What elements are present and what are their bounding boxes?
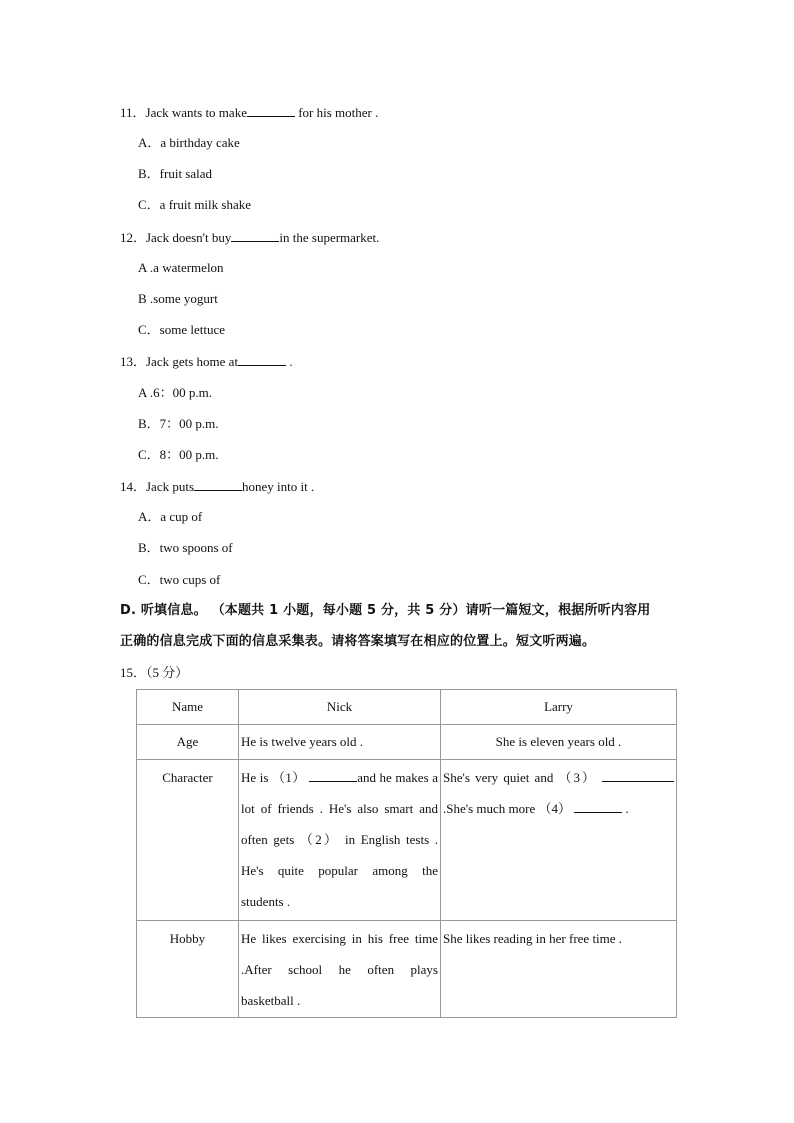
option-14-c: C．two cups of	[138, 572, 221, 587]
nick-hobby: He likes exercising in his free time .After school he often plays basketball .	[239, 921, 441, 1018]
option-14-b: B．two spoons of	[138, 540, 233, 555]
question-stem-text: 14．Jack puts	[120, 479, 195, 494]
option-13-a: A .6：00 p.m.	[138, 385, 213, 400]
character-text: and he makes a lot of friends . He's also smart and often gets （2） in English tests . He's quite popular among the students .	[241, 770, 439, 909]
question-stem-text: 12．Jack doesn't buy	[120, 230, 232, 245]
answer-blank[interactable]	[231, 229, 279, 242]
question-stem-text: 11．Jack wants to make	[120, 105, 247, 120]
row-label-hobby: Hobby	[137, 921, 239, 1018]
answer-blank[interactable]	[194, 478, 242, 491]
table-row-hobby	[137, 921, 677, 1018]
larry-character	[441, 760, 677, 921]
question-stem-text: for his mother .	[294, 105, 379, 120]
answer-blank[interactable]	[247, 104, 295, 117]
info-collection-table	[136, 689, 677, 1018]
question-stem-text: in the supermarket.	[279, 230, 380, 245]
answer-blank[interactable]	[238, 353, 286, 366]
question-11-stem	[120, 104, 378, 121]
section-d-instructions-line-2: 正确的信息完成下面的信息采集表。请将答案填写在相应的位置上。短文听两遍。	[120, 634, 596, 649]
option-11-a: A．a birthday cake	[138, 135, 240, 150]
nick-age: He is twelve years old .	[239, 725, 441, 760]
option-14-a: A．a cup of	[138, 509, 203, 524]
question-stem-text: 13．Jack gets home at	[120, 354, 239, 369]
row-label-character: Character	[137, 760, 239, 921]
option-12-c: C．some lettuce	[138, 322, 226, 337]
table-row-character	[137, 760, 677, 921]
character-text: .She's much more （4）	[443, 801, 571, 816]
answer-blank-4[interactable]	[574, 800, 622, 813]
question-13-stem	[120, 353, 293, 370]
nick-character	[239, 760, 441, 921]
header-nick: Nick	[239, 690, 441, 725]
table-row-age	[137, 725, 677, 760]
option-13-b: B．7：00 p.m.	[138, 416, 219, 431]
question-12-stem	[120, 229, 379, 246]
option-12-a: A .a watermelon	[138, 260, 224, 275]
section-d-instructions-line-1: D. 听填信息。 （本题共 1 小题，每小题 5 分，共 5 分）请听一篇短文，根据所听内容用	[120, 603, 651, 618]
header-name: Name	[137, 690, 239, 725]
larry-age: She is eleven years old .	[441, 725, 677, 760]
table-header-row	[137, 690, 677, 725]
character-text: She's very quiet and （3）	[443, 770, 597, 785]
answer-blank-3[interactable]	[602, 769, 674, 782]
character-text: .	[622, 801, 629, 816]
answer-blank-1[interactable]	[309, 769, 357, 782]
question-14-stem	[120, 478, 314, 495]
question-stem-text: honey into it .	[242, 479, 315, 494]
character-text: He is （1）	[241, 770, 306, 785]
row-label-age: Age	[137, 725, 239, 760]
option-11-c: C．a fruit milk shake	[138, 197, 252, 212]
question-stem-text: .	[286, 354, 293, 369]
question-15-label: 15．（5 分）	[120, 665, 189, 680]
option-13-c: C．8：00 p.m.	[138, 447, 219, 462]
header-larry: Larry	[441, 690, 677, 725]
option-12-b: B .some yogurt	[138, 291, 218, 306]
option-11-b: B．fruit salad	[138, 166, 213, 181]
larry-hobby: She likes reading in her free time .	[441, 921, 677, 1018]
